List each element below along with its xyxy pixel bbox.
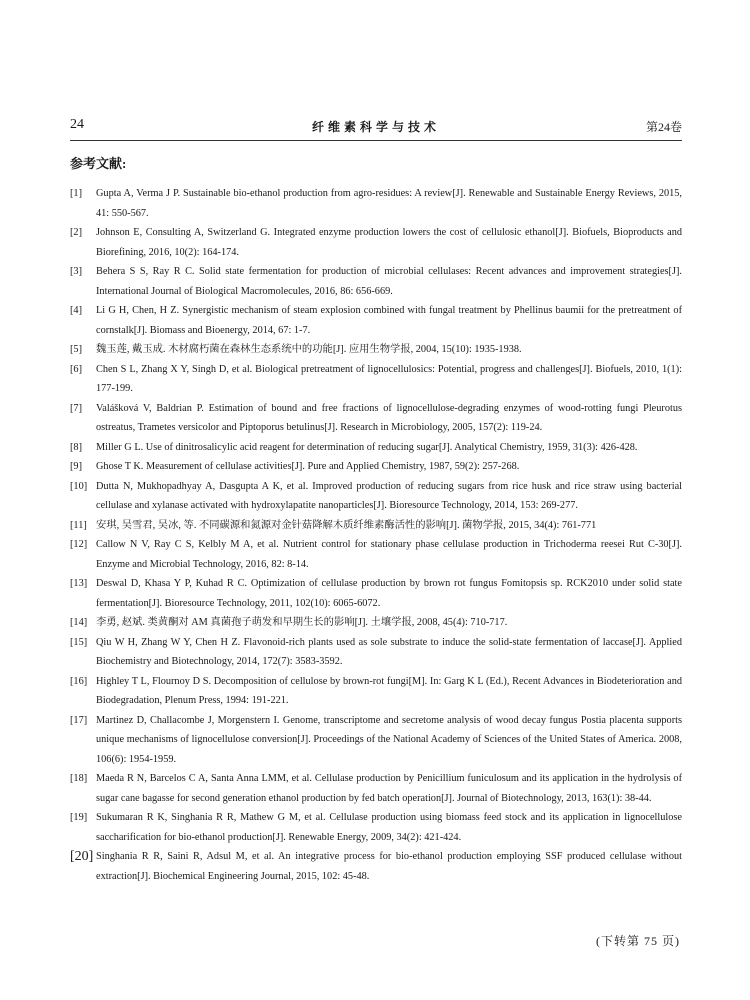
reference-number: [20]: [70, 849, 94, 864]
reference-text: Dutta N, Mukhopadhyay A, Dasgupta A K, et al. Improved production of reducing sugars from rice husk and rice straw using bacterial cellulase and xylanase activated with hydroxylapatite nanoparticles[J]. Bioresource Technology, 2014, 153: 269-277.: [96, 480, 682, 511]
reference-number: [1]: [70, 188, 83, 199]
reference-number: [4]: [70, 305, 83, 316]
reference-text: Johnson E, Consulting A, Switzerland G. Integrated enzyme production lowers the cost of cellulosic ethanol[J]. Biofuels, Bioproducts and Biorefining, 2016, 10(2): 164-174.: [96, 227, 682, 258]
reference-text: Ghose T K. Measurement of cellulase activities[J]. Pure and Applied Chemistry, 1987, 59(2): 257-268.: [96, 461, 520, 472]
reference-item: [70, 516, 682, 536]
reference-text: Callow N V, Ray C S, Kelbly M A, et al. Nutrient control for stationary phase cellulase production in Trichoderma reesei Rut C-30[J]. Enzyme and Microbial Technology, 2016, 82: 8-14.: [96, 539, 682, 570]
reference-item: [70, 340, 682, 360]
reference-number: [19]: [70, 812, 88, 823]
reference-item: [70, 633, 682, 672]
reference-text: Gupta A, Verma J P. Sustainable bio-ethanol production from agro-residues: A review[J]. Renewable and Sustainable Energy Reviews, 2015, 41: 550-567.: [96, 188, 682, 219]
reference-number: [8]: [70, 441, 83, 453]
reference-item: [70, 360, 682, 399]
reference-number: [12]: [70, 539, 88, 550]
reference-item: [70, 613, 682, 633]
reference-text: Valášková V, Baldrian P. Estimation of bound and free fractions of lignocellulose-degrading enzymes of wood-rotting fungi Pleurotus ostreatus, Trametes versicolor and Piptoporus betulinus[J]. Research in Microbiology, 2005, 157(2): 119-24.: [96, 402, 682, 433]
reference-text: 安琪, 吴雪君, 吴冰, 等. 不同碳源和氮源对金针菇降解木质纤维素酶活性的影响[J]. 菌物学报, 2015, 34(4): 761-771: [96, 519, 597, 531]
reference-text: Sukumaran R K, Singhania R R, Mathew G M, et al. Cellulase production using biomass feed stock and its application in lignocellulose saccharification for bio-ethanol production[J]. Renewable Energy, 2009, 34(2): 421-424.: [96, 812, 682, 843]
reference-item: [70, 438, 682, 458]
reference-text: Martinez D, Challacombe J, Morgenstern I. Genome, transcriptome and secretome analysis of wood decay fungus Postia placenta supports unique mechanisms of lignocellulose conversion[J]. Proceedings of the National Academy of Sciences of the United States of America. 2008, 106(6): 1954-1959.: [96, 714, 682, 765]
reference-text: 魏玉莲, 戴玉成. 木材腐朽菌在森林生态系统中的功能[J]. 应用生物学报, 2004, 15(10): 1935-1938.: [96, 344, 522, 355]
reference-number: [5]: [70, 344, 83, 355]
reference-number: [6]: [70, 363, 83, 375]
reference-text: Highley T L, Flournoy D S. Decomposition of cellulose by brown-rot fungi[M]. In: Garg K L (Ed.), Recent Advances in Biodeterioration and Biodegradation, Plenum Press, 1994: 191-221.: [96, 675, 682, 706]
reference-list: [70, 184, 682, 886]
continuation-note: (下转第 75 页): [596, 934, 680, 948]
volume-label: 第24卷: [645, 120, 682, 134]
reference-number: [7]: [70, 402, 83, 414]
reference-number: [14]: [70, 617, 88, 628]
reference-item: [70, 535, 682, 574]
journal-title: 纤维素科学与技术: [311, 120, 440, 134]
reference-text: Singhania R R, Saini R, Adsul M, et al. An integrative process for bio-ethanol production employing SSF produced cellulase without extraction[J]. Biochemical Engineering Journal, 2015, 102: 45-48.: [96, 851, 682, 882]
reference-number: [3]: [70, 266, 83, 277]
reference-number: [9]: [70, 461, 83, 472]
reference-item: [70, 808, 682, 847]
reference-number: [18]: [70, 773, 88, 784]
reference-number: [11]: [70, 519, 87, 531]
reference-item: [70, 262, 682, 301]
reference-text: Chen S L, Zhang X Y, Singh D, et al. Biological pretreatment of lignocellulosics: Potential, progress and challenges[J]. Biofuels, 2010, 1(1): 177-199.: [96, 363, 682, 394]
reference-number: [17]: [70, 714, 88, 726]
page-number: 24: [70, 117, 84, 132]
reference-item: [70, 574, 682, 613]
reference-item: [70, 301, 682, 340]
reference-item: [70, 223, 682, 262]
reference-text: Miller G L. Use of dinitrosalicylic acid reagent for determination of reducing sugar[J]. Analytical Chemistry, 1959, 31(3): 426-428.: [96, 441, 638, 453]
reference-number: [13]: [70, 578, 88, 589]
reference-number: [2]: [70, 227, 83, 238]
reference-item: [70, 672, 682, 711]
reference-item: [70, 847, 682, 886]
reference-item: [70, 399, 682, 438]
reference-item: [70, 711, 682, 770]
reference-item: [70, 477, 682, 516]
section-title: 参考文献:: [70, 156, 127, 171]
header-rule: [70, 140, 682, 141]
reference-text: Qiu W H, Zhang W Y, Chen H Z. Flavonoid-rich plants used as sole substrate to induce the solid-state fermentation of laccase[J]. Applied Biochemistry and Biotechnology, 2014, 172(7): 3583-3592.: [96, 636, 682, 667]
reference-number: [15]: [70, 636, 88, 648]
reference-text: 李勇, 赵斌. 类黄酮对 AM 真菌孢子萌发和早期生长的影响[J]. 土壤学报, 2008, 45(4): 710-717.: [96, 617, 508, 628]
reference-number: [10]: [70, 480, 88, 492]
reference-text: Behera S S, Ray R C. Solid state fermentation for production of microbial cellulases: Recent advances and improvement strategies[J]. International Journal of Biological Macromolecules, 2016, 86: 656-669.: [96, 266, 682, 297]
page-header: [70, 117, 682, 139]
reference-item: [70, 184, 682, 223]
reference-text: Li G H, Chen, H Z. Synergistic mechanism of steam explosion combined with fungal treatment by Phellinus baumii for the pretreatment of cornstalk[J]. Biomass and Bioenergy, 2014, 67: 1-7.: [96, 305, 682, 336]
reference-item: [70, 769, 682, 808]
reference-text: Deswal D, Khasa Y P, Kuhad R C. Optimization of cellulase production by brown rot fungus Fomitopsis sp. RCK2010 under solid state fermentation[J]. Bioresource Technology, 2011, 102(10): 6065-6072.: [96, 578, 682, 609]
reference-item: [70, 457, 682, 477]
reference-number: [16]: [70, 675, 88, 687]
reference-text: Maeda R N, Barcelos C A, Santa Anna LMM, et al. Cellulase production by Penicillium funiculosum and its application in the hydrolysis of sugar cane bagasse for second generation ethanol production by fed batch operation[J]. Journal of Biotechnology, 2013, 163(1): 38-44.: [96, 773, 682, 804]
